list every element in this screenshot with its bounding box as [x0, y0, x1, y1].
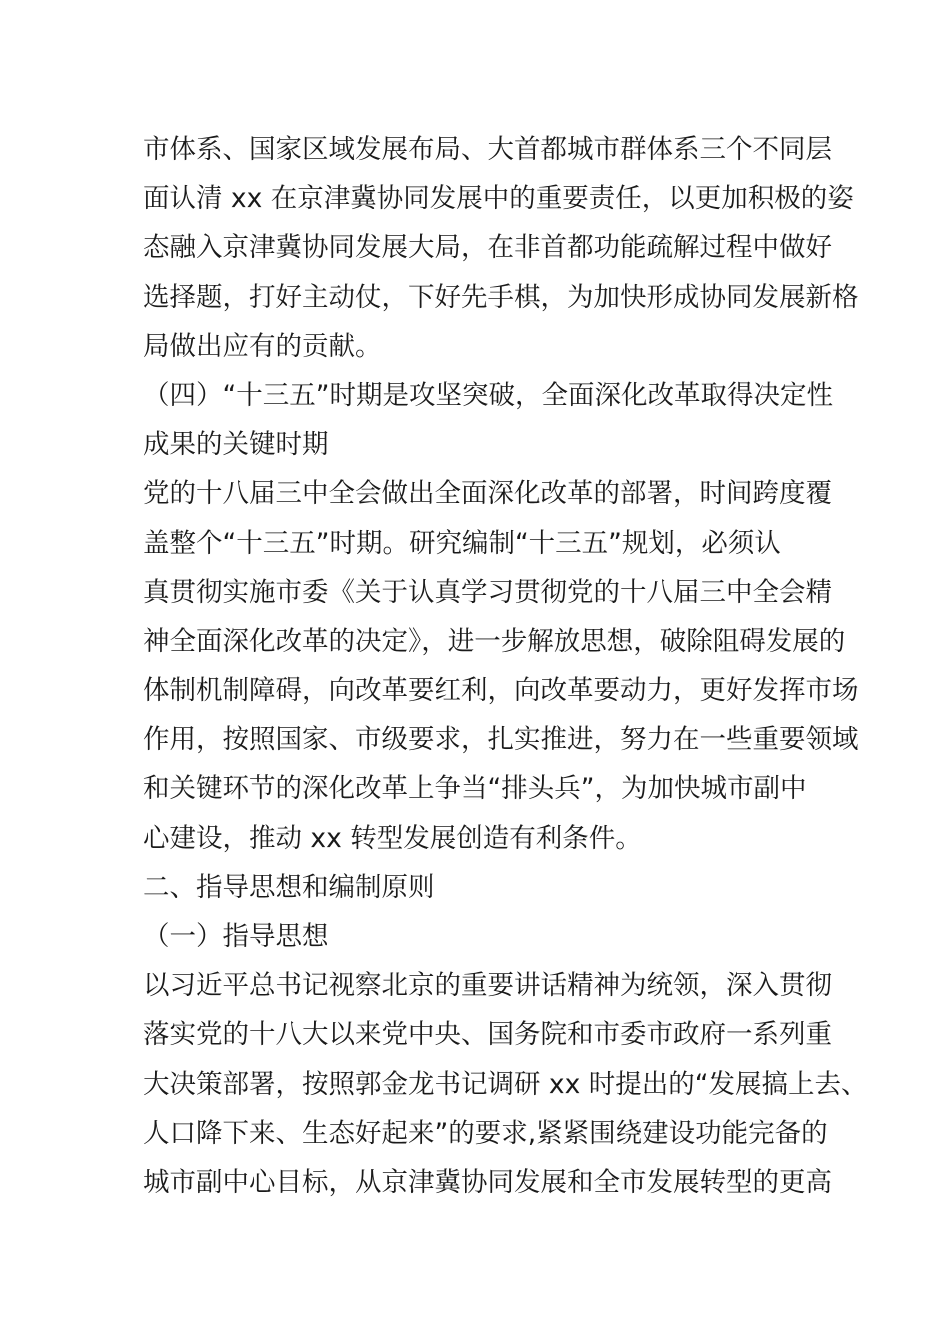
paragraph-line: 体制机制障碍，向改革要红利，向改革要动力，更好发挥市场 — [143, 675, 859, 707]
paragraph-line: 人口降下来、生态好起来”的要求,紧紧围绕建设功能完备的 — [143, 1117, 828, 1149]
paragraph-line: 真贯彻实施市委《关于认真学习贯彻党的十八届三中全会精 — [143, 576, 832, 608]
paragraph-line: 选择题，打好主动仗，下好先手棋，为加快形成协同发展新格 — [143, 281, 859, 313]
paragraph-line: 落实党的十八大以来党中央、国务院和市委市政府一系列重 — [143, 1019, 832, 1051]
paragraph-line: 作用，按照国家、市级要求，扎实推进，努力在一些重要领域 — [143, 724, 859, 756]
paragraph-line: 盖整个“十三五”时期。研究编制“十三五”规划，必须认 — [143, 527, 781, 559]
paragraph-line: 大决策部署，按照郭金龙书记调研 xx 时提出的“发展搞上去、 — [143, 1068, 868, 1100]
section-heading: （四）“十三五”时期是攻坚突破，全面深化改革取得决定性 — [143, 379, 833, 411]
paragraph-line: 心建设，推动 xx 转型发展创造有利条件。 — [143, 822, 642, 854]
paragraph-line: 市体系、国家区域发展布局、大首都城市群体系三个不同层 — [143, 134, 832, 165]
paragraph-line: 和关键环节的深化改革上争当“排头兵”，为加快城市副中 — [143, 773, 807, 805]
document-body — [143, 125, 868, 1207]
paragraph-line: 局做出应有的贡献。 — [143, 330, 382, 362]
paragraph-line: 神全面深化改革的决定》，进一步解放思想，破除阻碍发展的 — [143, 625, 846, 657]
section-heading: （一）指导思想 — [143, 921, 329, 952]
paragraph-line: 面认清 xx 在京津冀协同发展中的重要责任，以更加积极的姿 — [143, 183, 854, 215]
paragraph-line: 态融入京津冀协同发展大局，在非首都功能疏解过程中做好 — [143, 232, 832, 264]
chapter-heading: 二、指导思想和编制原则 — [143, 871, 435, 903]
section-heading: 成果的关键时期 — [143, 429, 329, 461]
paragraph-line: 以习近平总书记视察北京的重要讲话精神为统领，深入贯彻 — [143, 970, 832, 1002]
paragraph-line: 城市副中心目标，从京津冀协同发展和全市发展转型的更高 — [143, 1166, 832, 1198]
paragraph-line: 党的十八届三中全会做出全面深化改革的部署，时间跨度覆 — [143, 478, 832, 510]
